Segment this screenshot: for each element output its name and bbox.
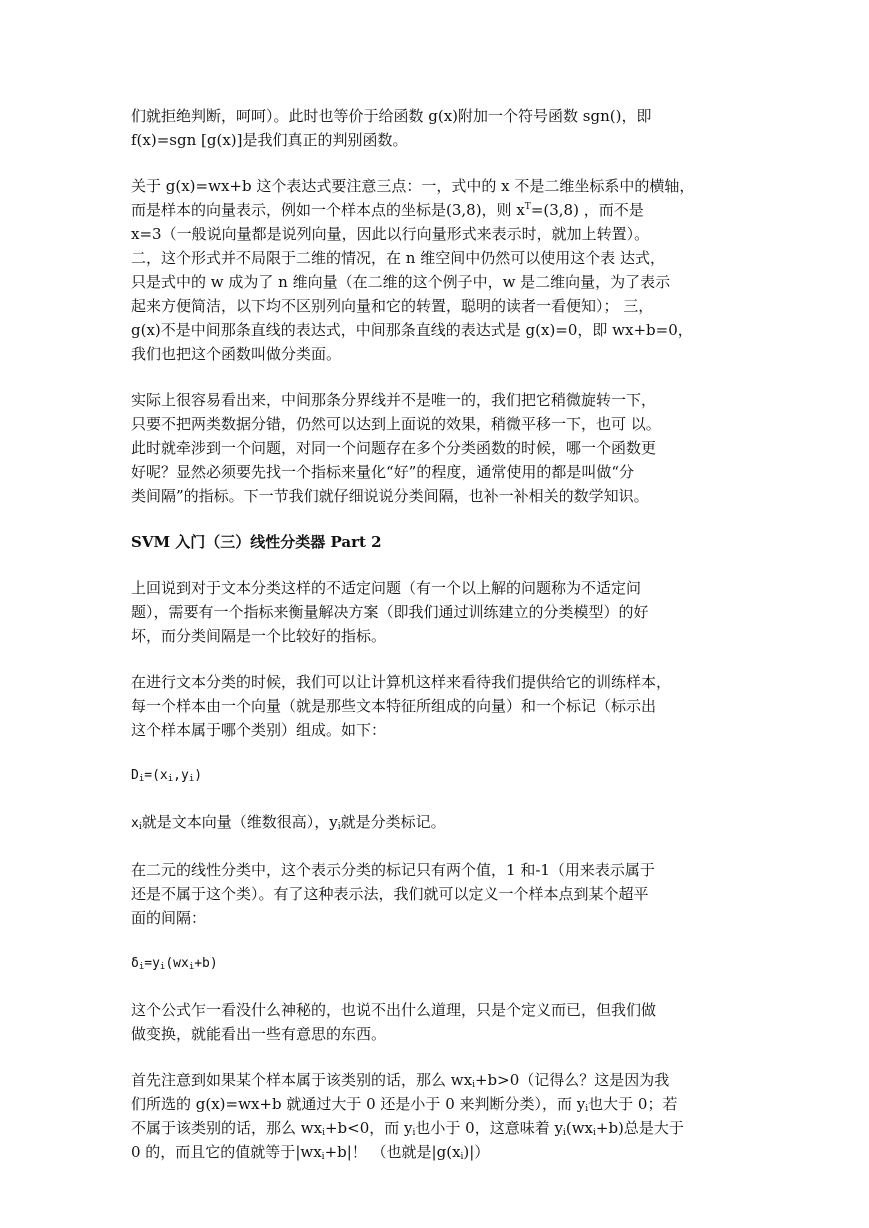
formula-sample: $D_i=(x_i,y_i)$ bbox=[131, 768, 203, 784]
text-line: 我们也把这个函数叫做分类面。 bbox=[131, 345, 342, 363]
text-line: g(x)不是中间那条直线的表达式，中间那条直线的表达式是 g(x)=0，即 wx+b=0， bbox=[131, 321, 693, 339]
text-line: 们就拒绝判断，呵呵）。此时也等价于给函数 g(x)附加一个符号函数 sgn()，即 bbox=[131, 107, 652, 125]
text-line: 这个样本属于哪个类别）组成。如下： bbox=[131, 721, 387, 739]
paragraph-xi-yi: $x_i$就是文本向量（维数很高），$y_i$就是分类标记。 bbox=[131, 813, 446, 832]
paragraph-formula-comment bbox=[131, 998, 741, 1046]
text-line: 还是不属于这个类）。有了这种表示法，我们就可以定义一个样本点到某个超平 bbox=[131, 885, 649, 903]
text-line: 首先注意到如果某个样本属于该类别的话，那么 $wx_i+b>0$（记得么？这是因为我 bbox=[131, 1071, 670, 1090]
text-line: 不属于该类别的话，那么 $wx_i+b<0$，而 $y_i$也小于 0，这意味着 $y_i(wx_i+b)$总是大于 bbox=[131, 1119, 684, 1138]
text-line: 而是样本的向量表示，例如一个样本点的坐标是(3,8)，则 $x^T=(3,8)$ ，而不是 bbox=[131, 201, 644, 219]
text-line: 只要不把两类数据分错，仍然可以达到上面说的效果，稍微平移一下，也可 以。 bbox=[131, 415, 661, 433]
paragraph-sign-analysis bbox=[131, 1068, 741, 1164]
formula-margin: $\delta_i=y_i(wx_i+b)$ bbox=[131, 956, 218, 972]
text-line: 做变换，就能看出一些有意思的东西。 bbox=[131, 1025, 387, 1043]
text-line: 每一个样本由一个向量（就是那些文本特征所组成的向量）和一个标记（标示出 bbox=[131, 697, 657, 715]
text-line: 二，这个形式并不局限于二维的情况，在 n 维空间中仍然可以使用这个表 达式， bbox=[131, 249, 665, 267]
text-line: 坏，而分类间隔是一个比较好的指标。 bbox=[131, 627, 387, 645]
paragraph-training-samples bbox=[131, 670, 741, 742]
text-line: 关于 g(x)=wx+b 这个表达式要注意三点：一，式中的 x 不是二维坐标系中的横轴， bbox=[131, 177, 695, 195]
paragraph-ill-posed bbox=[131, 576, 741, 648]
text-line: 好呢？显然必须要先找一个指标来量化“好”的程度，通常使用的都是叫做“分 bbox=[131, 463, 635, 481]
text-line: 只是式中的 w 成为了 n 维向量（在二维的这个例子中，w 是二维向量，为了表示 bbox=[131, 273, 671, 291]
paragraph-binary-labels bbox=[131, 858, 741, 930]
text-line: 们所选的 g(x)=wx+b 就通过大于 0 还是小于 0 来判断分类），而 $y_i$也大于 0；若 bbox=[131, 1095, 678, 1114]
text-line: 0 的，而且它的值就等于$|wx_i+b|$！ （也就是$|g(x_i)|$） bbox=[131, 1143, 490, 1162]
paragraph-judgment bbox=[131, 104, 741, 152]
text-line: 在二元的线性分类中，这个表示分类的标记只有两个值，1 和-1（用来表示属于 bbox=[131, 861, 655, 879]
paragraph-margin-intro bbox=[131, 388, 741, 508]
text-line: 此时就牵涉到一个问题，对同一个问题存在多个分类函数的时候，哪一个函数更 bbox=[131, 439, 657, 457]
text-line: 这个公式乍一看没什么神秘的，也说不出什么道理，只是个定义而已，但我们做 bbox=[131, 1001, 657, 1019]
text-line: 类间隔”的指标。下一节我们就仔细说说分类间隔，也补一补相关的数学知识。 bbox=[131, 487, 649, 505]
text-line: f(x)=sgn [g(x)]是我们真正的判别函数。 bbox=[131, 131, 408, 149]
text-line: 上回说到对于文本分类这样的不适定问题（有一个以上解的问题称为不适定问 bbox=[131, 579, 642, 597]
paragraph-three-points bbox=[131, 174, 741, 366]
document-page bbox=[131, 104, 741, 1164]
text-line: 面的间隔： bbox=[131, 909, 207, 927]
text-line: 在进行文本分类的时候，我们可以让计算机这样来看待我们提供给它的训练样本， bbox=[131, 673, 672, 691]
text-line: 实际上很容易看出来，中间那条分界线并不是唯一的，我们把它稍微旋转一下， bbox=[131, 391, 657, 409]
text-line: 题），需要有一个指标来衡量解决方案（即我们通过训练建立的分类模型）的好 bbox=[131, 603, 649, 621]
text-line: 起来方便简洁，以下均不区别列向量和它的转置，聪明的读者一看便知）； 三， bbox=[131, 297, 654, 315]
text-line: x=3（一般说向量都是说列向量，因此以行向量形式来表示时，就加上转置）。 bbox=[131, 225, 650, 243]
section-heading: SVM 入门（三）线性分类器 Part 2 bbox=[131, 533, 382, 551]
